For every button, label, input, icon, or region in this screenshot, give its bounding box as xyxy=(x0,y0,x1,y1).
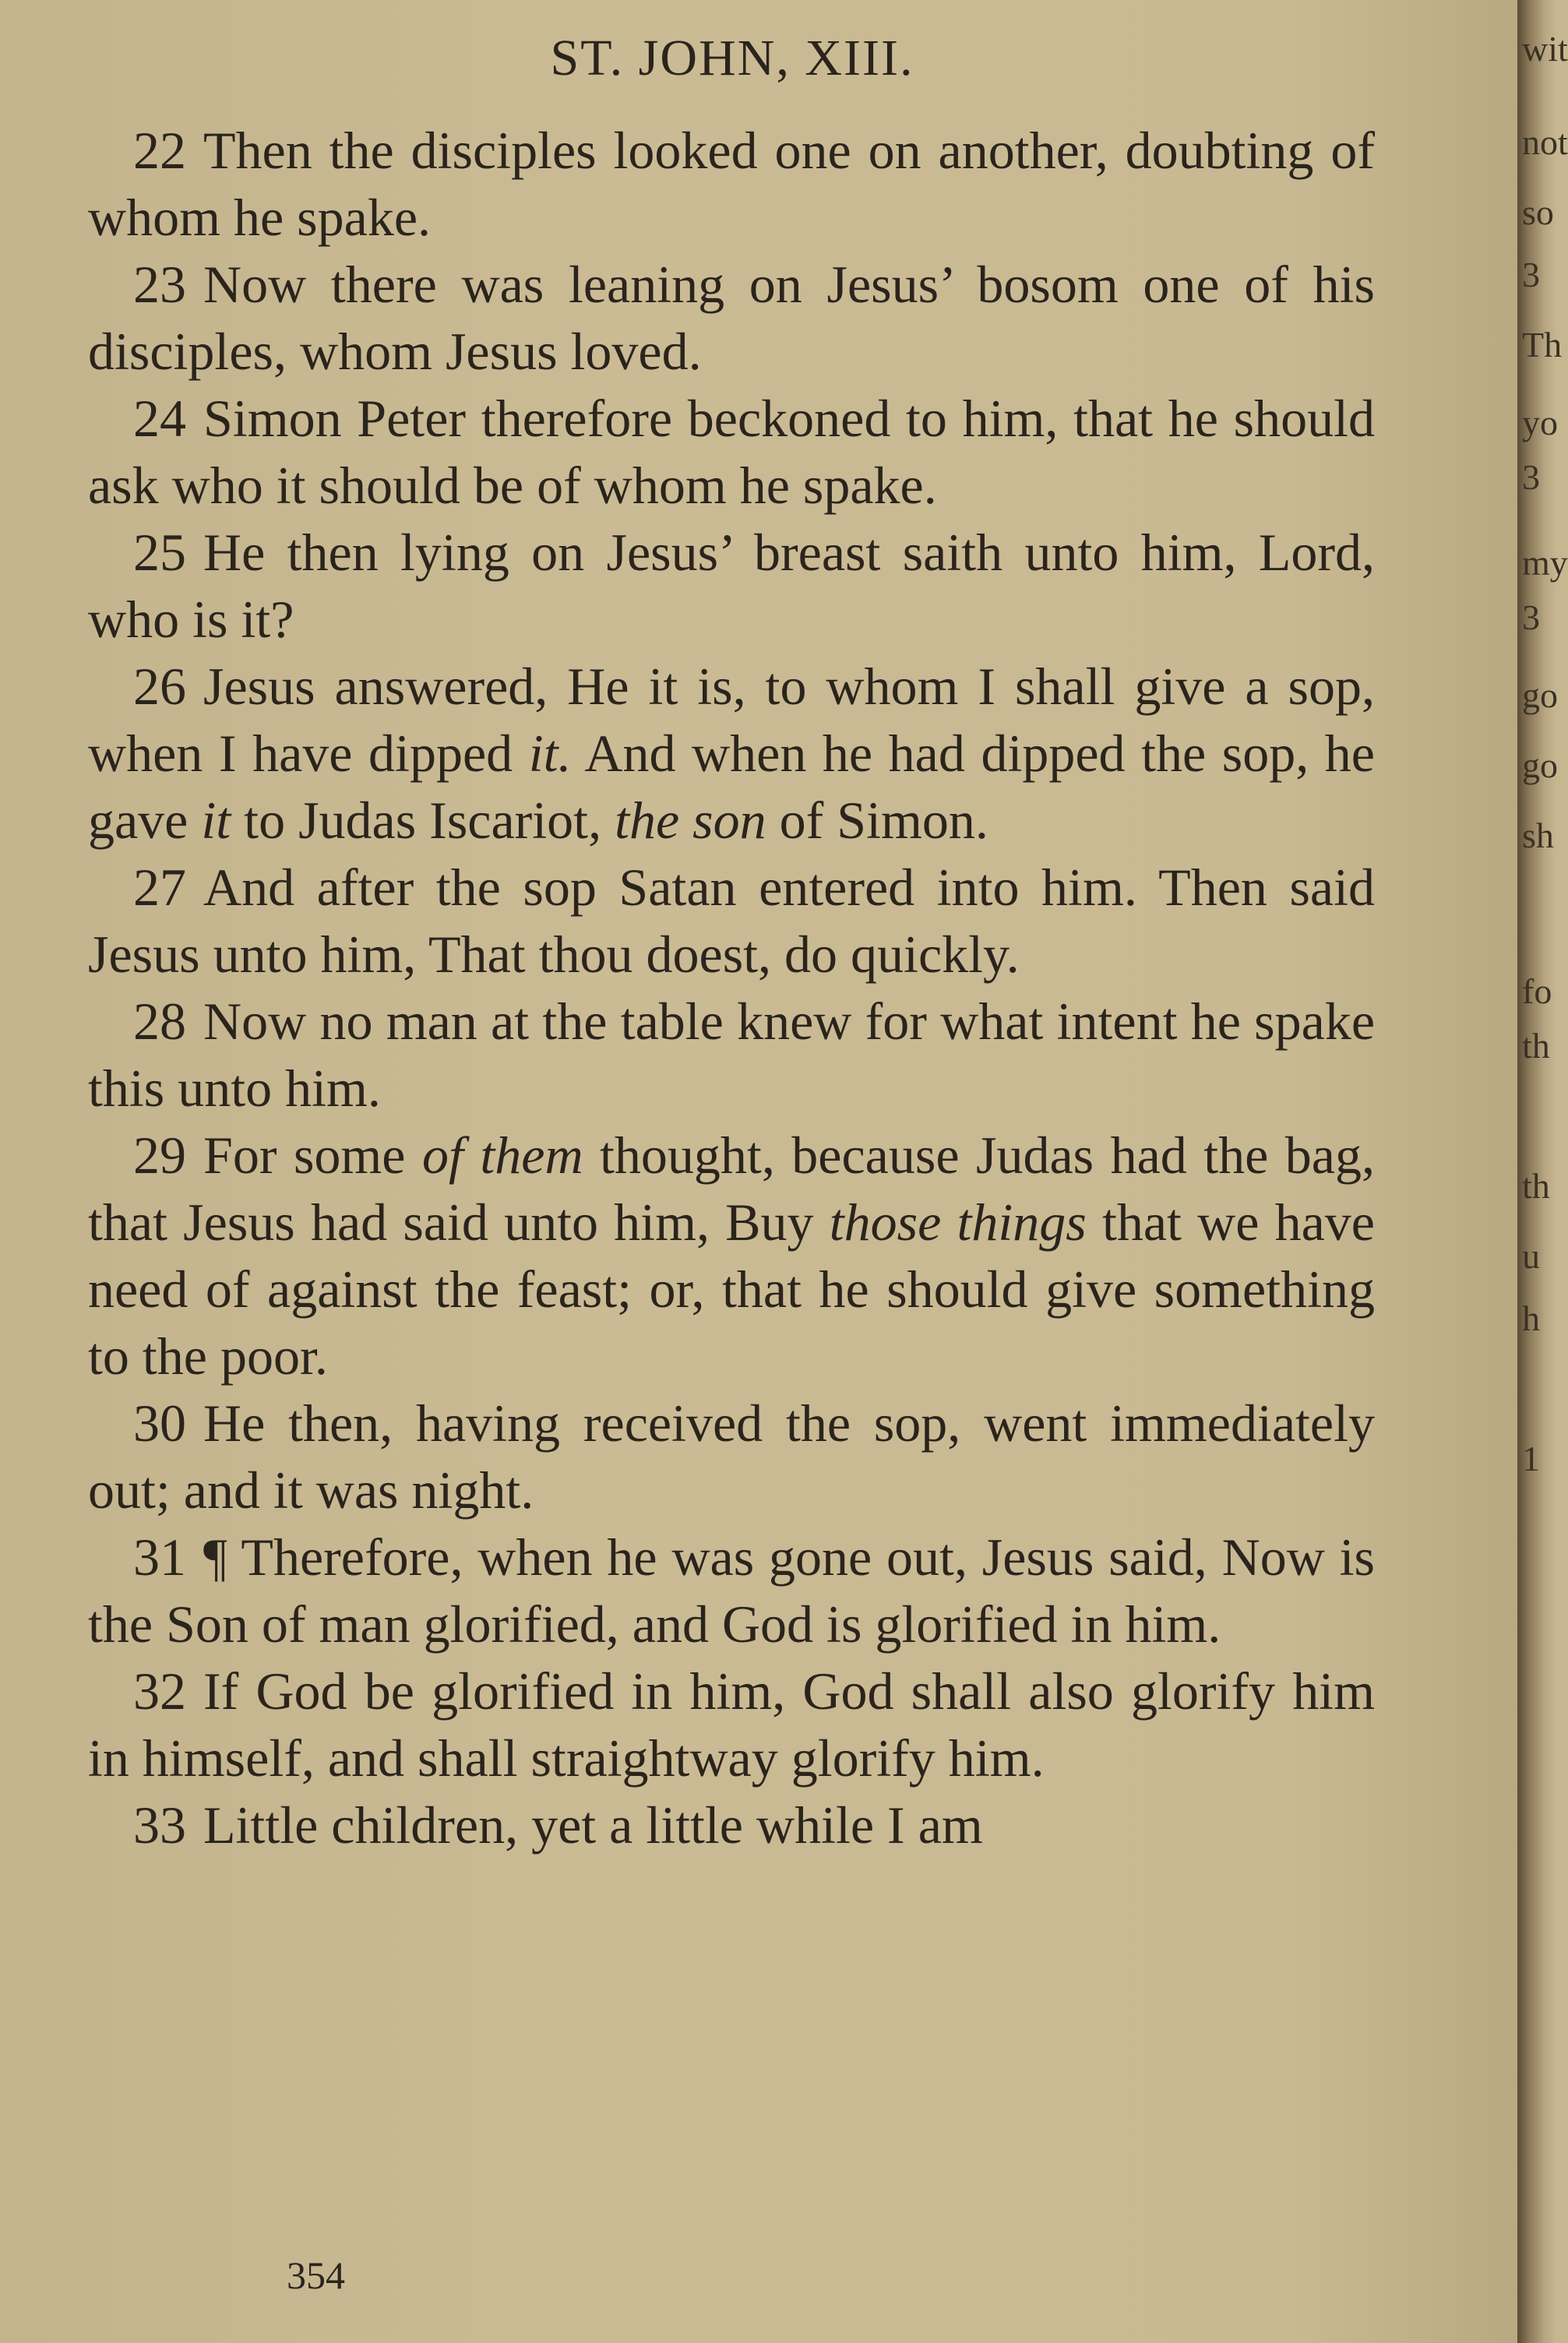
facing-page-fragment: 3 xyxy=(1522,457,1540,497)
verse-text: For some xyxy=(203,1126,422,1185)
facing-page-fragment: Th xyxy=(1522,325,1563,365)
verse-text: Little children, yet a little while I am xyxy=(203,1795,983,1855)
facing-page-fragment: fo xyxy=(1522,971,1552,1011)
verse-number: 33 xyxy=(133,1795,186,1855)
verse-number: 31 xyxy=(133,1527,186,1587)
italic-supplied-word: of them xyxy=(421,1126,583,1185)
verse xyxy=(88,385,1375,519)
verse-text: Now no man at the table knew for what intent he spake this unto him. xyxy=(88,992,1375,1118)
facing-page-edge xyxy=(1517,0,1568,2343)
facing-page-fragment: yo xyxy=(1522,403,1558,442)
verse-text: Simon Peter therefore beckoned to him, that he should ask who it should be of whom he spake. xyxy=(88,389,1375,515)
verse-text: He then, having received the sop, went immediately out; and it was night. xyxy=(88,1393,1375,1520)
italic-supplied-word: the son xyxy=(615,791,766,850)
verse-text: He then lying on Jesus’ breast saith unto him, Lord, who is it? xyxy=(88,523,1375,649)
verse-number: 23 xyxy=(133,255,186,314)
verse-text: And after the sop Satan entered into him. Then said Jesus unto him, That thou doest, do quickly. xyxy=(88,858,1375,984)
facing-page-fragment: my xyxy=(1522,543,1568,583)
verse-number: 30 xyxy=(133,1393,186,1453)
running-head: ST. JOHN, XIII. xyxy=(550,30,914,86)
verse-text: Now there was leaning on Jesus’ bosom one of his disciples, whom Jesus loved. xyxy=(88,255,1375,381)
verse-number: 27 xyxy=(133,858,186,917)
verse-number: 29 xyxy=(133,1126,186,1185)
verse xyxy=(88,519,1375,653)
verse-text: of Simon. xyxy=(766,791,988,850)
verse xyxy=(88,653,1375,854)
facing-page-fragment: go xyxy=(1522,745,1558,785)
verse-text: thought, because Judas had the bag, that Jesus had said unto him, Buy xyxy=(88,1126,1375,1252)
verse-text: And when he had dipped the sop, he gave xyxy=(88,724,1375,850)
verse-number: 25 xyxy=(133,523,186,582)
facing-page-fragment: sh xyxy=(1522,816,1554,855)
facing-page-fragment: not xyxy=(1522,122,1568,162)
verse-number: 32 xyxy=(133,1661,186,1721)
verse-text: If God be glorified in him, God shall also glorify him in himself, and shall straightway glorify him. xyxy=(88,1661,1375,1788)
verse-number: 28 xyxy=(133,992,186,1051)
verse xyxy=(88,117,1375,251)
verse xyxy=(88,1658,1375,1792)
verse-text: Then the disciples looked one on another, doubting of whom he spake. xyxy=(88,121,1375,247)
verse-text: that we have need of against the feast; or, that he should give something to the poor. xyxy=(88,1193,1375,1386)
facing-page-fragment: h xyxy=(1522,1298,1540,1338)
facing-page-fragment: wit xyxy=(1522,29,1568,69)
page-number: 354 xyxy=(287,2253,345,2297)
verse-number: 22 xyxy=(133,121,186,180)
italic-supplied-word: those things xyxy=(829,1193,1087,1252)
verse-number: 24 xyxy=(133,389,186,448)
facing-page-fragment: go xyxy=(1522,675,1558,715)
facing-page-fragment: 3 xyxy=(1522,255,1540,294)
italic-supplied-word: it. xyxy=(528,724,572,783)
verse-text: to Judas Iscariot, xyxy=(231,791,615,850)
facing-page-fragment: th xyxy=(1522,1026,1550,1066)
verse xyxy=(88,251,1375,385)
facing-page-fragment: so xyxy=(1522,192,1554,232)
facing-page-fragment: th xyxy=(1522,1166,1550,1206)
verse xyxy=(88,1122,1375,1390)
scripture-text xyxy=(90,117,1375,1859)
italic-supplied-word: it xyxy=(201,791,231,850)
verse-number: 26 xyxy=(133,657,186,716)
verse xyxy=(88,988,1375,1122)
verse-text: Jesus answered, He it is, to whom I shall give a sop, when I have dipped xyxy=(88,657,1375,783)
verse xyxy=(88,854,1375,988)
verse xyxy=(88,1524,1375,1658)
verse xyxy=(88,1792,1375,1859)
facing-page-fragment: u xyxy=(1522,1236,1540,1276)
verse-text: ¶ Therefore, when he was gone out, Jesus said, Now is the Son of man glorified, and God is glorified in him. xyxy=(88,1527,1375,1654)
facing-page-fragment: 3 xyxy=(1522,597,1540,637)
verse xyxy=(88,1390,1375,1524)
facing-page-fragment: 1 xyxy=(1522,1439,1540,1478)
